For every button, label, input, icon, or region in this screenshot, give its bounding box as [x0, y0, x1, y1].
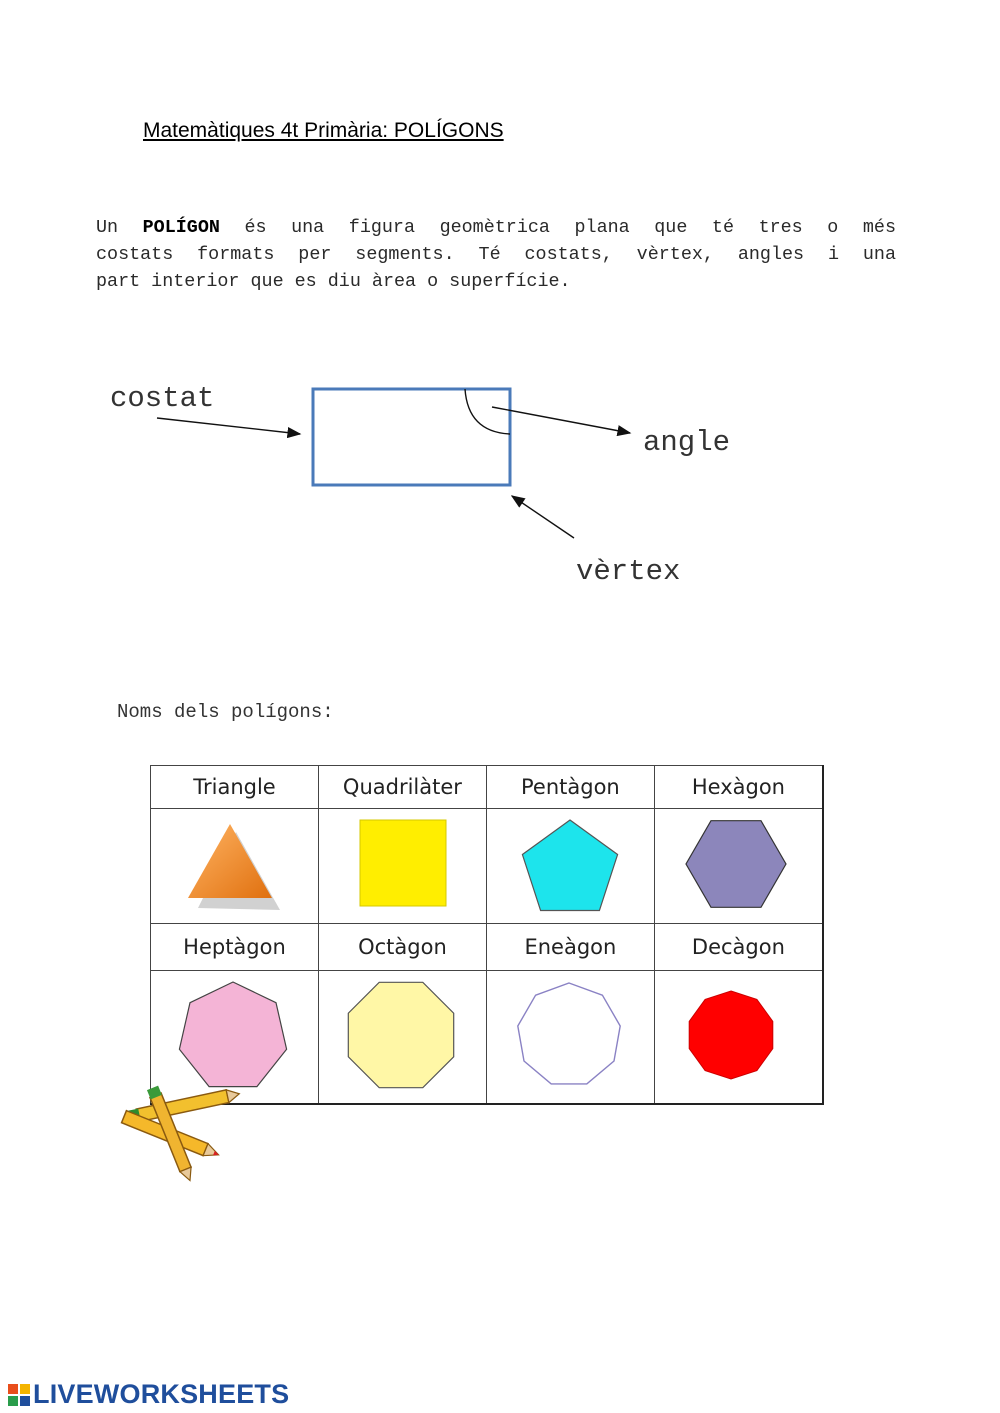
polygon-image-cell — [318, 809, 486, 924]
polygon-name-cell: Pentàgon — [486, 766, 654, 809]
polygon-name-cell: Eneàgon — [486, 924, 654, 971]
polygon-image-cell — [486, 809, 654, 924]
angle-arc — [465, 389, 510, 434]
pentagon-icon — [510, 814, 630, 914]
decagon-icon — [673, 979, 803, 1091]
table-row — [151, 924, 824, 971]
intro-line-1-rest: és una figura geomètrica plana que té tres o més — [219, 217, 896, 238]
intro-lead: Un — [96, 217, 143, 238]
side-arrow — [157, 418, 300, 434]
polygon-image-cell — [151, 809, 319, 924]
angle-arrow — [492, 407, 630, 433]
table-row — [151, 766, 824, 809]
nonagon-icon — [505, 979, 635, 1091]
polygon-parts-diagram — [0, 360, 1000, 625]
polygon-image-cell — [654, 809, 823, 924]
polygon-names-heading: Noms dels polígons: — [117, 701, 334, 723]
polygon-name-cell: Decàgon — [654, 924, 823, 971]
heptagon-icon — [169, 979, 299, 1091]
polygon-image-cell — [654, 971, 823, 1105]
polygon-name-cell: Quadrilàter — [318, 766, 486, 809]
intro-bold-term: POLÍGON — [142, 217, 220, 238]
liveworksheets-logo-icon — [8, 1384, 30, 1406]
vertex-arrow — [512, 496, 574, 538]
hexagon-icon — [678, 814, 798, 914]
polygon-name-cell: Hexàgon — [654, 766, 823, 809]
footer-brand-text: LIVEWORKSHEETS — [33, 1379, 290, 1409]
page-title: Matemàtiques 4t Primària: POLÍGONS — [143, 119, 504, 142]
intro-line-3: part interior que es diu àrea o superfície. — [96, 271, 571, 292]
label-angle: angle — [643, 426, 731, 459]
pencils-clipart — [112, 1082, 247, 1182]
intro-line-1 — [96, 214, 896, 241]
polygon-image-cell — [486, 971, 654, 1105]
square-icon — [342, 814, 462, 914]
polygon-image-cell — [318, 971, 486, 1105]
table-row — [151, 809, 824, 924]
polygon-name-cell: Heptàgon — [151, 924, 319, 971]
table-row — [151, 971, 824, 1105]
polygon-name-cell: Triangle — [151, 766, 319, 809]
label-vertex: vèrtex — [576, 555, 681, 588]
polygon-name-cell: Octàgon — [318, 924, 486, 971]
label-side: costat — [110, 382, 215, 415]
footer-brand — [8, 1379, 289, 1410]
intro-paragraph — [96, 214, 896, 295]
octagon-icon — [337, 979, 467, 1091]
triangle-icon — [174, 814, 294, 914]
polygon-names-table — [150, 765, 824, 1105]
example-rectangle — [313, 389, 510, 485]
intro-line-2: costats formats per segments. Té costats, vèrtex, angles i una — [96, 244, 896, 265]
